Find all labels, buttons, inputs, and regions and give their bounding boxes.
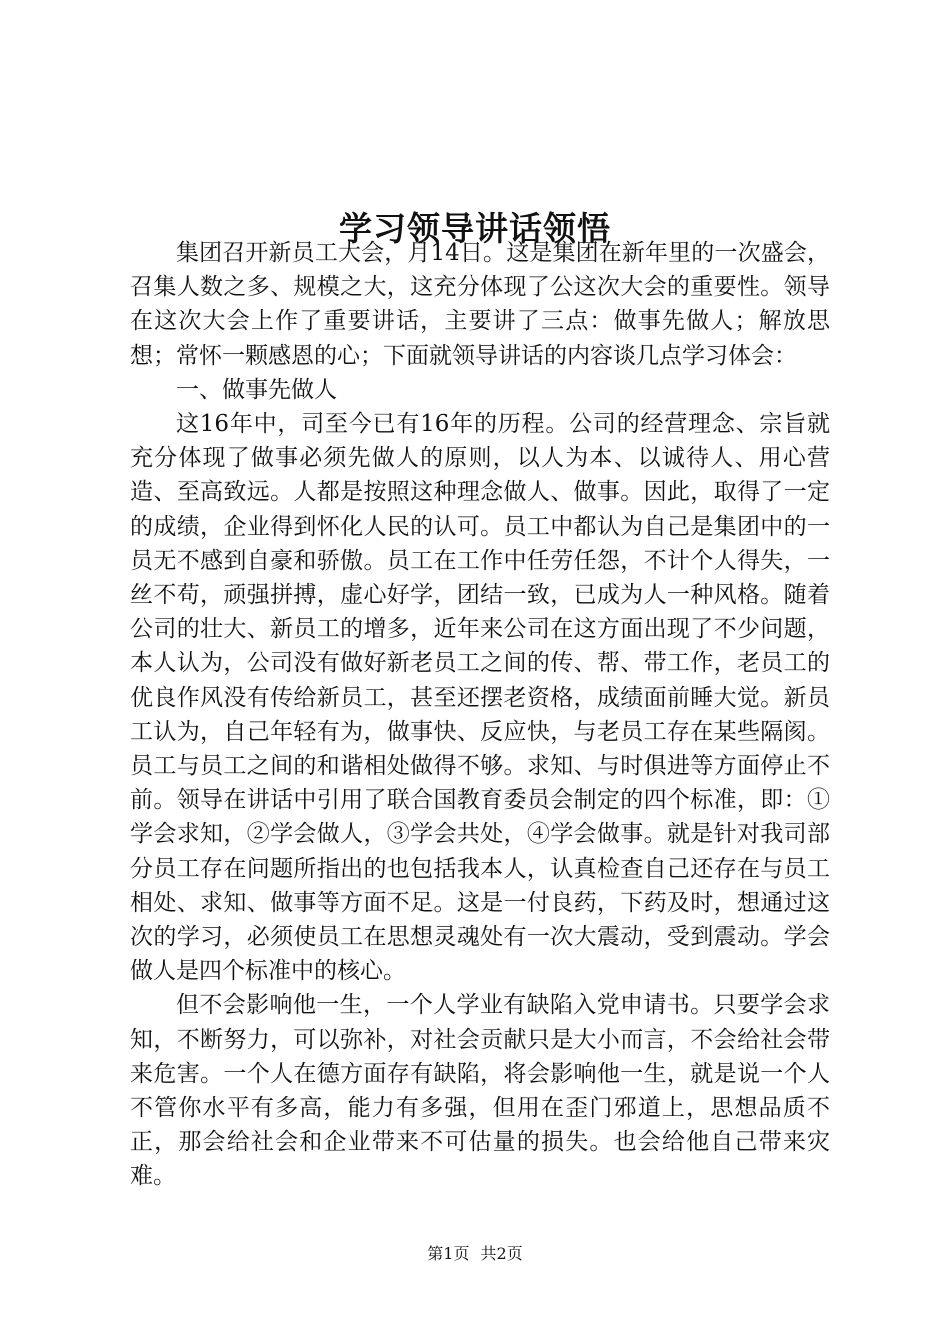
document-title: 学习领导讲话领悟 [339, 209, 611, 249]
document-body [130, 236, 830, 1194]
paragraph-intro: 集团召开新员工大会，月14日。这是集团在新年里的一次盛会，召集人数之多、规模之大，这充分体现了公这次大会的重要性。领导在这次大会上作了重要讲话，主要讲了三点：做事先做人；解放思想；常怀一颗感恩的心；下面就领导讲话的内容谈几点学习体会： [130, 240, 830, 369]
section-heading: 一、做事先做人 [176, 376, 337, 403]
page-footer [0, 1243, 950, 1265]
paragraph-conclusion: 但不会影响他一生，一个人学业有缺陷入党申请书。只要学会求知，不断努力，可以弥补，对社会贡献只是大小而言，不会给社会带来危害。一个人在德方面存有缺陷，将会影响他一生，就是说一个人不管你水平有多高，能力有多强，但用在歪门邪道上，思想品质不正，那会给社会和企业带来不可估量的损失。也会给他自己带来灾难。 [130, 992, 830, 1190]
page-number-total: 共2页 [480, 1244, 523, 1263]
page-number-current: 第1页 [427, 1244, 470, 1263]
paragraph-main: 这16年中，司至今已有16年的历程。公司的经营理念、宗旨就充分体现了做事必须先做人的原则，以人为本、以诚待人、用心营造、至高致远。人都是按照这种理念做人、做事。因此，取得了一定的成绩，企业得到怀化人民的认可。员工中都认为自己是集团中的一员无不感到自豪和骄傲。员工在工作中任劳任怨，不计个人得失，一丝不苟，顽强拼搏，虚心好学，团结一致，已成为人一种风格。随着公司的壮大、新员工的增多，近年来公司在这方面出现了不少问题，本人认为，公司没有做好新老员工之间的传、帮、带工作，老员工的优良作风没有传给新员工，甚至还摆老资格，成绩面前睡大觉。新员工认为，自己年轻有为，做事快、反应快，与老员工存在某些隔阂。员工与员工之间的和谐相处做得不够。求知、与时俱进等方面停止不前。领导在讲话中引用了联合国教育委员会制定的四个标准，即：①学会求知，②学会做人，③学会共处，④学会做事。就是针对我司部分员工存在问题所指出的也包括我本人，认真检查自己还存在与员工相处、求知、做事等方面不足。这是一付良药，下药及时，想通过这次的学习，必须使员工在思想灵魂处有一次大震动，受到震动。学会做人是四个标准中的核心。 [130, 411, 830, 985]
